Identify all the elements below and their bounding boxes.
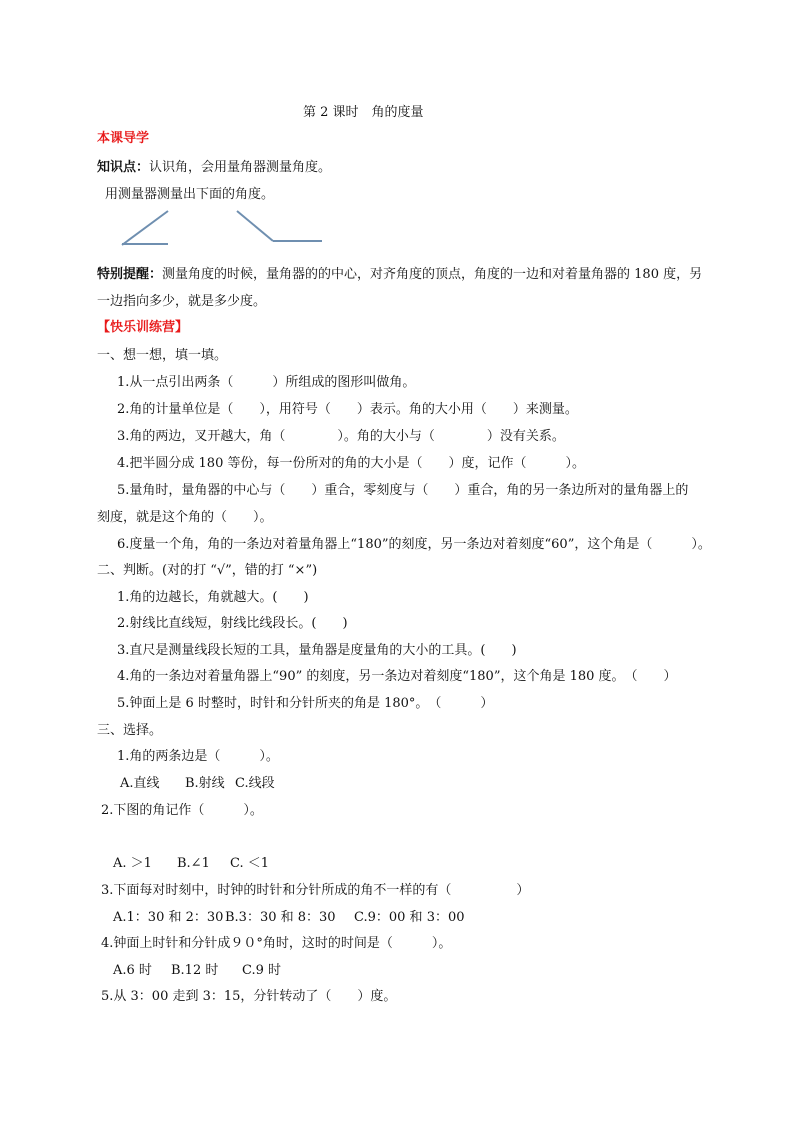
choice-option: A.1：30 和 2：30 bbox=[113, 910, 224, 925]
judge-item: 2.射线比直线短，射线比线段长。( ) bbox=[117, 616, 348, 631]
section1-heading: 一、想一想，填一填。 bbox=[97, 348, 228, 363]
angle1-ray1 bbox=[122, 211, 168, 245]
reminder-label: 特别提醒： bbox=[97, 267, 163, 282]
choice-option: A.6 时 bbox=[113, 963, 152, 978]
fill-item: 2.角的计量单位是（ ），用符号（ ）表示。角的大小用（ ）来测量。 bbox=[117, 402, 578, 417]
choice-option: B.射线 bbox=[185, 776, 225, 791]
choice-option: C.9：00 和 3：00 bbox=[354, 910, 465, 925]
page-title: 第 2 课时 角的度量 bbox=[303, 105, 424, 120]
choice-question: 3.下面每对时刻中，时钟的时针和分针所成的角不一样的有（ ） bbox=[101, 883, 530, 898]
judge-item: 3.直尺是测量线段长短的工具，量角器是度量角的大小的工具。( ) bbox=[117, 643, 517, 658]
choice-option: B.3：30 和 8：30 bbox=[225, 910, 336, 925]
fill-item: 5.量角时，量角器的中心与（ ）重合，零刻度与（ ）重合，角的另一条边所对的量角器上的 bbox=[117, 483, 689, 498]
guide-heading: 本课导学 bbox=[97, 131, 150, 146]
choice-question: 2.下图的角记作（ ）。 bbox=[101, 803, 263, 818]
measure-instruction: 用测量器测量出下面的角度。 bbox=[105, 187, 275, 202]
knowledge-text: 认识角，会用量角器测量角度。 bbox=[149, 160, 332, 175]
choice-option: C.线段 bbox=[235, 776, 275, 791]
choice-option: A. ＞1 bbox=[113, 856, 152, 871]
judge-item: 1.角的边越长，角就越大。( ) bbox=[117, 590, 309, 605]
choice-option: B.∠1 bbox=[177, 856, 210, 871]
fill-item: 4.把半圆分成 180 等份，每一份所对的角的大小是（ ）度，记作（ ）。 bbox=[117, 456, 585, 471]
reminder-text: 测量角度的时候，量角器的的中心，对齐角度的顶点，角度的一边和对着量角器的 180 度，另 bbox=[162, 267, 703, 282]
choice-question: 1.角的两条边是（ ）。 bbox=[117, 749, 279, 764]
fill-item: 3.角的两边，叉开越大，角（ ）。角的大小与（ ）没有关系。 bbox=[117, 429, 565, 444]
knowledge-label: 知识点： bbox=[97, 160, 150, 175]
choice-option: B.12 时 bbox=[171, 963, 219, 978]
section3-heading: 三、选择。 bbox=[97, 723, 163, 738]
angle-figures bbox=[0, 0, 793, 300]
reminder-line2: 一边指向多少，就是多少度。 bbox=[97, 294, 267, 309]
angle2-ray1 bbox=[237, 211, 273, 241]
judge-item: 5.钟面上是 6 时整时，时针和分针所夹的角是 180°。 （ ） bbox=[117, 696, 494, 711]
choice-option: C.9 时 bbox=[242, 963, 282, 978]
fill-item: 6.度量一个角，角的一条边对着量角器上“180”的刻度，另一条边对着刻度“60”，这个角是（ ）。 bbox=[117, 537, 711, 552]
section2-heading: 二、判断。(对的打 “√”，错的打 “×”) bbox=[97, 563, 318, 578]
fill-item-continued: 刻度，就是这个角的（ ）。 bbox=[97, 510, 273, 525]
camp-heading: 【快乐训练营】 bbox=[97, 320, 189, 335]
choice-question: 5.从 3：00 走到 3：15，分针转动了（ ）度。 bbox=[101, 989, 397, 1004]
judge-item: 4.角的一条边对着量角器上“90” 的刻度，另一条边对着刻度“180”，这个角是 180 度。 （ ） bbox=[117, 669, 677, 684]
fill-item: 1.从一点引出两条（ ）所组成的图形叫做角。 bbox=[117, 375, 416, 390]
choice-option: A.直线 bbox=[120, 776, 160, 791]
choice-option: C. ＜1 bbox=[230, 856, 270, 871]
choice-question: 4.钟面上时针和分针成９０°角时，这时的时间是（ ）。 bbox=[101, 936, 452, 951]
reminder-line1 bbox=[97, 267, 702, 283]
